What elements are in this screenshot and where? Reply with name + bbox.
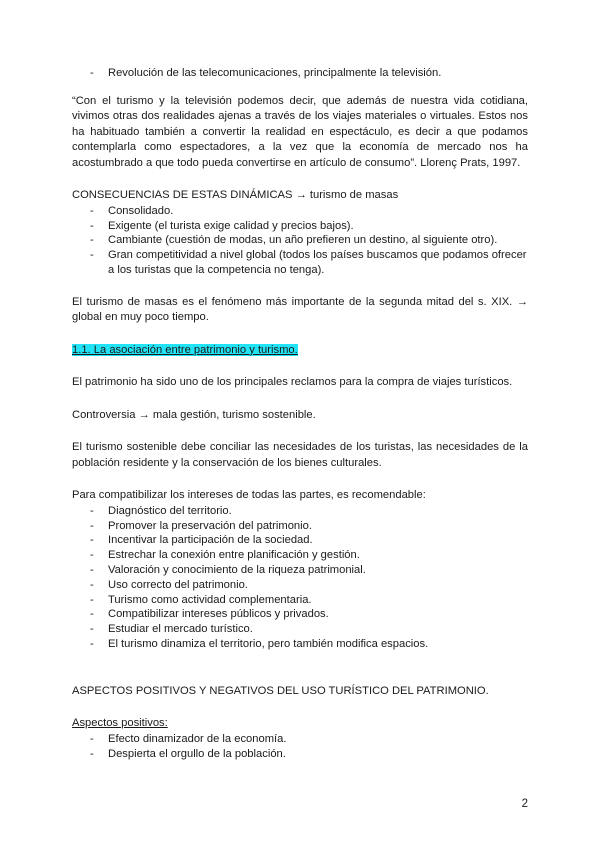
section-heading-text: 1.1. La asociación entre patrimonio y turismo. (72, 343, 298, 356)
consequences-list (72, 204, 528, 278)
consequences-heading: CONSECUENCIAS DE ESTAS DINÁMICAS → turismo de masas (72, 189, 399, 202)
page-number: 2 (521, 798, 528, 810)
list-item: - Promover la preservación del patrimonio. (72, 519, 528, 534)
list-item: - Cambiante (cuestión de modas, un año prefieren un destino, al siguiente otro). (72, 233, 528, 248)
list-item: - Efecto dinamizador de la economía. (72, 732, 528, 747)
quote-paragraph: “Con el turismo y la televisión podemos decir, que además de nuestra vida cotidiana, vivimos otras dos realidades ajenas a través de los viajes materiales o virtuales. Estos nos ha habituado también a convertir la realidad en espectáculo, es decir a que podamos contemplarla como espectadores, a la vez que la economía de mercado nos ha acostumbrado a que todo pueda convertirse en artículo de consumo”. Llorenç Prats, 1997. (72, 94, 528, 169)
list-item: - Turismo como actividad complementaria. (72, 593, 528, 608)
list-item: - El turismo dinamiza el territorio, pero también modifica espacios. (72, 637, 528, 652)
list-item: - Valoración y conocimiento de la riqueza patrimonial. (72, 563, 528, 578)
list-item: - Consolidado. (72, 204, 528, 219)
section-heading (72, 343, 528, 359)
positive-label (72, 716, 528, 732)
mass-tourism-paragraph: El turismo de masas es el fenómeno más importante de la segunda mitad del s. XIX. → global en muy poco tiempo. (72, 295, 528, 324)
list-item: - Gran competitividad a nivel global (todos los países buscamos que podamos ofrecer a los turistas que la competencia no tenga). (72, 248, 528, 278)
controversy-paragraph: Controversia → mala gestión, turismo sostenible. (72, 408, 316, 421)
list-item: - Estudiar el mercado turístico. (72, 622, 528, 637)
list-item: - Diagnóstico del territorio. (72, 504, 528, 519)
sustainable-paragraph: El turismo sostenible debe conciliar las necesidades de los turistas, las necesidades de la población residente y la conservación de los bienes culturales. (72, 441, 528, 469)
document-page (72, 66, 528, 761)
positive-list (72, 732, 528, 762)
positive-label-text: Aspectos positivos: (72, 717, 168, 730)
heritage-paragraph: El patrimonio ha sido uno de los principales reclamos para la compra de viajes turísticos. (72, 376, 513, 389)
recommend-list (72, 504, 528, 652)
list-item: - Compatibilizar intereses públicos y privados. (72, 607, 528, 622)
list-item: - Exigente (el turista exige calidad y precios bajos). (72, 219, 528, 234)
top-list (72, 66, 528, 81)
list-item: - Incentivar la participación de la sociedad. (72, 533, 528, 548)
list-item: - Uso correcto del patrimonio. (72, 578, 528, 593)
recommend-intro: Para compatibilizar los intereses de todas las partes, es recomendable: (72, 489, 426, 502)
list-item: - Revolución de las telecomunicaciones, principalmente la televisión. (72, 66, 528, 81)
aspects-heading: ASPECTOS POSITIVOS Y NEGATIVOS DEL USO TURÍSTICO DEL PATRIMONIO. (72, 684, 489, 697)
list-item: - Despierta el orgullo de la población. (72, 747, 528, 762)
list-item: - Estrechar la conexión entre planificación y gestión. (72, 548, 528, 563)
